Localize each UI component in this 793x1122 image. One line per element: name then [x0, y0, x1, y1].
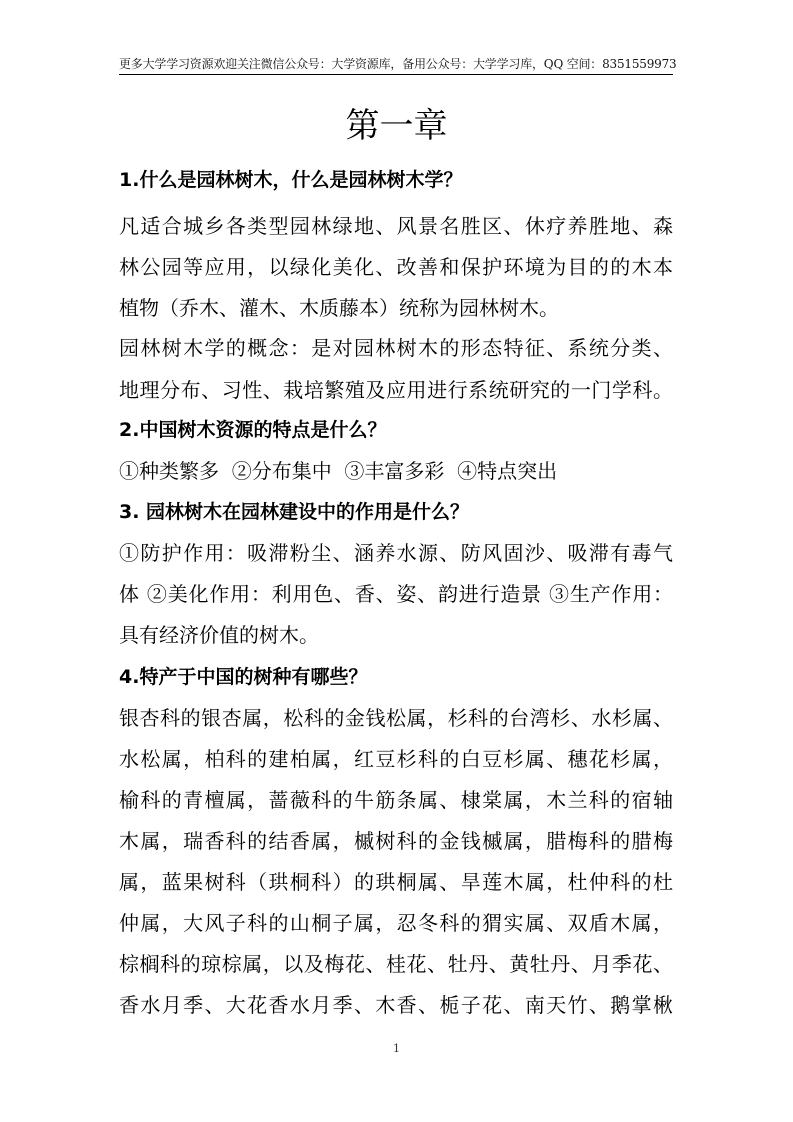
paragraph-line: 香水月季、大花香水月季、木香、栀子花、南天竹、鹅掌楸	[119, 993, 673, 1017]
paragraph-line: 棕榈科的琼棕属，以及梅花、桂花、牡丹、黄牡丹、月季花、	[119, 952, 673, 976]
paragraph-line: 凡适合城乡各类型园林绿地、风景名胜区、休疗养胜地、森	[119, 214, 673, 238]
paragraph-line: 仲属，大风子科的山桐子属，忍冬科的猬实属、双盾木属，	[119, 911, 673, 935]
paragraph-line: 榆科的青檀属，蔷薇科的牛筋条属、棣棠属，木兰科的宿轴	[119, 788, 673, 812]
paragraph-line: 体 ②美化作用：利用色、香、姿、韵进行造景 ③生产作用：	[119, 582, 673, 606]
paragraph-line: 木属，瑞香科的结香属，槭树科的金钱槭属，腊梅科的腊梅	[119, 829, 673, 853]
paragraph-line: 林公园等应用，以绿化美化、改善和保护环境为目的的木本	[119, 255, 673, 279]
page-header: 更多大学学习资源欢迎关注微信公众号：大学资源库，备用公众号：大学学习库，QQ 空间：8351559973	[119, 56, 673, 75]
paragraph-line: 银杏科的银杏属，松科的金钱松属，杉科的台湾杉、水杉属、	[119, 706, 673, 730]
paragraph-line: 园林树木学的概念：是对园林树木的形态特征、系统分类、	[119, 336, 673, 360]
chapter-title: 第一章	[345, 106, 448, 146]
question-3-heading: 3. 园林树木在园林建设中的作用是什么？	[119, 501, 470, 523]
paragraph-line: 水松属，柏科的建柏属，红豆杉科的白豆杉属、穗花杉属，	[119, 747, 673, 771]
question-1-heading: 1.什么是园林树木，什么是园林树木学？	[119, 169, 463, 191]
paragraph-line: 地理分布、习性、栽培繁殖及应用进行系统研究的一门学科。	[119, 378, 673, 402]
paragraph-line: 属，蓝果树科（珙桐科）的珙桐属、旱莲木属，杜仲科的杜	[119, 870, 673, 894]
paragraph-line: ①防护作用：吸滞粉尘、涵养水源、防风固沙、吸滞有毒气	[119, 541, 673, 565]
question-4-heading: 4.特产于中国的树种有哪些？	[119, 666, 368, 688]
question-2-heading: 2.中国树木资源的特点是什么？	[119, 419, 387, 441]
paragraph-line: 具有经济价值的树木。	[119, 623, 319, 647]
paragraph-line: 植物（乔木、灌木、木质藤本）统称为园林树木。	[119, 296, 559, 320]
paragraph-line: ①种类繁多 ②分布集中 ③丰富多彩 ④特点突出	[119, 459, 558, 483]
page-number: 1	[393, 1042, 400, 1055]
